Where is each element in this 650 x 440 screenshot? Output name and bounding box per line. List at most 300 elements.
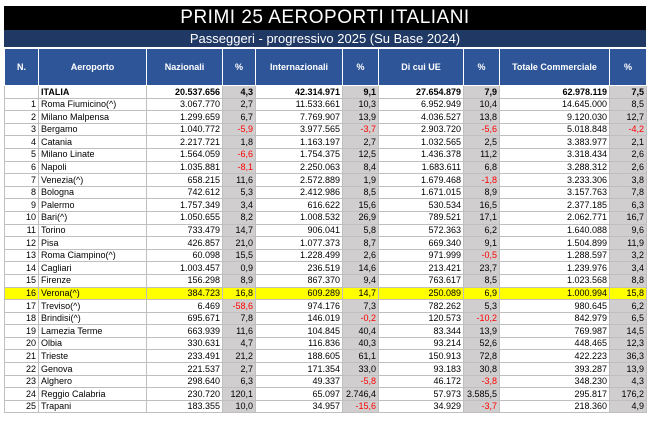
- table-row-total: [5, 86, 647, 99]
- cell-totale-commerciale: 1.000.994: [500, 287, 610, 300]
- cell-di-cui-ue: 83.344: [379, 325, 464, 338]
- cell-pct-ue: 5,3: [464, 300, 500, 313]
- cell-rank: 18: [5, 312, 39, 325]
- cell-di-cui-ue: 213.421: [379, 262, 464, 275]
- cell-pct-ue: 9,1: [464, 237, 500, 250]
- cell-totale-commerciale: 769.987: [500, 325, 610, 338]
- cell-airport-name: Genova: [39, 363, 147, 376]
- cell-totale-commerciale: 842.979: [500, 312, 610, 325]
- cell-di-cui-ue: 250.089: [379, 287, 464, 300]
- cell-totale-commerciale: 9.120.030: [500, 111, 610, 124]
- cell-internazionali: 906.041: [256, 224, 343, 237]
- table-row: [5, 237, 647, 250]
- cell-nazionali: 384.723: [147, 287, 223, 300]
- cell-rank: 19: [5, 325, 39, 338]
- page-subtitle: Passeggeri - progressivo 2025 (Su Base 2024): [4, 30, 646, 47]
- table-row: [5, 211, 647, 224]
- cell-pct-nazionali: 120,1: [223, 388, 256, 401]
- cell-pct-nazionali: 21,2: [223, 350, 256, 363]
- cell-rank: 2: [5, 111, 39, 124]
- header-n: N.: [5, 49, 39, 86]
- table-row: [5, 111, 647, 124]
- cell-pct-internazionali: 8,5: [343, 186, 379, 199]
- cell-airport-name: Lamezia Terme: [39, 325, 147, 338]
- cell-totale-commerciale: 1.640.088: [500, 224, 610, 237]
- cell-pct-internazionali: 7,3: [343, 300, 379, 313]
- cell-rank: 1: [5, 98, 39, 111]
- cell-pct-nazionali: -6,6: [223, 148, 256, 161]
- cell-pct-internazionali: 40,3: [343, 337, 379, 350]
- cell-pct-nazionali: 10,0: [223, 400, 256, 413]
- cell-pct-totale: 8,5: [610, 98, 647, 111]
- cell-airport-name: Venezia(^): [39, 174, 147, 187]
- cell-pct-internazionali: 2,6: [343, 249, 379, 262]
- cell-pct-internazionali: 40,4: [343, 325, 379, 338]
- cell-pct-nazionali: 4,7: [223, 337, 256, 350]
- cell-airport-name: Catania: [39, 136, 147, 149]
- table-header-row: [5, 49, 647, 86]
- cell-internazionali: 7.769.907: [256, 111, 343, 124]
- cell-internazionali: 236.519: [256, 262, 343, 275]
- table-row: [5, 262, 647, 275]
- cell-internazionali: 188.605: [256, 350, 343, 363]
- cell-totale-commerciale: 295.817: [500, 388, 610, 401]
- table-row: [5, 325, 647, 338]
- cell-internazionali: 2.412.986: [256, 186, 343, 199]
- cell-pct-internazionali: 9,1: [343, 86, 379, 99]
- cell-pct-internazionali: 33,0: [343, 363, 379, 376]
- cell-totale-commerciale: 1.023.568: [500, 274, 610, 287]
- cell-pct-nazionali: 2,7: [223, 98, 256, 111]
- header-pct-internazionali: %: [343, 49, 379, 86]
- cell-pct-ue: 6,2: [464, 224, 500, 237]
- cell-nazionali: 1.040.772: [147, 123, 223, 136]
- cell-nazionali: 221.537: [147, 363, 223, 376]
- cell-totale-commerciale: 14.645.000: [500, 98, 610, 111]
- cell-di-cui-ue: 572.363: [379, 224, 464, 237]
- cell-internazionali: 104.845: [256, 325, 343, 338]
- table-row: [5, 312, 647, 325]
- cell-nazionali: 1.050.655: [147, 211, 223, 224]
- table-row: [5, 388, 647, 401]
- cell-rank: 3: [5, 123, 39, 136]
- cell-pct-nazionali: 8,2: [223, 211, 256, 224]
- cell-rank: 7: [5, 174, 39, 187]
- cell-rank: [5, 86, 39, 99]
- cell-pct-totale: 7,8: [610, 186, 647, 199]
- cell-di-cui-ue: 789.521: [379, 211, 464, 224]
- table-row: [5, 174, 647, 187]
- cell-internazionali: 2.250.063: [256, 161, 343, 174]
- cell-nazionali: 60.098: [147, 249, 223, 262]
- table-row: [5, 274, 647, 287]
- cell-di-cui-ue: 1.683.611: [379, 161, 464, 174]
- cell-pct-nazionali: 2,7: [223, 363, 256, 376]
- cell-totale-commerciale: 3.383.977: [500, 136, 610, 149]
- cell-pct-totale: 3,4: [610, 262, 647, 275]
- cell-pct-internazionali: 26,9: [343, 211, 379, 224]
- header-aeroporto: Aeroporto: [39, 49, 147, 86]
- cell-pct-totale: 2,6: [610, 161, 647, 174]
- cell-di-cui-ue: 34.929: [379, 400, 464, 413]
- cell-pct-totale: -4,2: [610, 123, 647, 136]
- cell-internazionali: 2.572.889: [256, 174, 343, 187]
- header-pct-nazionali: %: [223, 49, 256, 86]
- cell-nazionali: 742.612: [147, 186, 223, 199]
- cell-nazionali: 156.298: [147, 274, 223, 287]
- table-row: [5, 224, 647, 237]
- cell-pct-internazionali: 12,5: [343, 148, 379, 161]
- cell-pct-ue: 13,8: [464, 111, 500, 124]
- cell-nazionali: 230.720: [147, 388, 223, 401]
- cell-pct-internazionali: 13,9: [343, 111, 379, 124]
- cell-pct-nazionali: 7,8: [223, 312, 256, 325]
- header-internazionali: Internazionali: [256, 49, 343, 86]
- cell-internazionali: 116.836: [256, 337, 343, 350]
- cell-pct-totale: 14,5: [610, 325, 647, 338]
- cell-pct-totale: 7,5: [610, 86, 647, 99]
- cell-nazionali: 298.640: [147, 375, 223, 388]
- cell-pct-nazionali: 5,3: [223, 186, 256, 199]
- cell-pct-ue: -3,7: [464, 400, 500, 413]
- header-pct-ue: %: [464, 49, 500, 86]
- cell-airport-name: ITALIA: [39, 86, 147, 99]
- cell-nazionali: 1.299.659: [147, 111, 223, 124]
- cell-pct-totale: 2,1: [610, 136, 647, 149]
- cell-nazionali: 20.537.656: [147, 86, 223, 99]
- cell-di-cui-ue: 971.999: [379, 249, 464, 262]
- cell-pct-internazionali: -15,6: [343, 400, 379, 413]
- cell-pct-internazionali: 5,8: [343, 224, 379, 237]
- table-row: [5, 400, 647, 413]
- cell-pct-totale: 12,7: [610, 111, 647, 124]
- cell-di-cui-ue: 1.436.378: [379, 148, 464, 161]
- cell-airport-name: Torino: [39, 224, 147, 237]
- cell-pct-totale: 3,8: [610, 174, 647, 187]
- cell-pct-ue: 6,9: [464, 287, 500, 300]
- cell-rank: 21: [5, 350, 39, 363]
- table-row: [5, 161, 647, 174]
- cell-pct-ue: 11,2: [464, 148, 500, 161]
- cell-internazionali: 867.370: [256, 274, 343, 287]
- cell-di-cui-ue: 669.340: [379, 237, 464, 250]
- cell-internazionali: 171.354: [256, 363, 343, 376]
- cell-nazionali: 233.491: [147, 350, 223, 363]
- cell-pct-ue: 2,5: [464, 136, 500, 149]
- cell-totale-commerciale: 1.288.597: [500, 249, 610, 262]
- cell-pct-nazionali: -5,9: [223, 123, 256, 136]
- cell-di-cui-ue: 46.172: [379, 375, 464, 388]
- cell-internazionali: 974.176: [256, 300, 343, 313]
- cell-airport-name: Treviso(^): [39, 300, 147, 313]
- cell-nazionali: 733.479: [147, 224, 223, 237]
- cell-rank: 14: [5, 262, 39, 275]
- cell-pct-internazionali: 2,7: [343, 136, 379, 149]
- cell-pct-ue: 52,6: [464, 337, 500, 350]
- cell-di-cui-ue: 120.573: [379, 312, 464, 325]
- cell-di-cui-ue: 27.654.879: [379, 86, 464, 99]
- cell-internazionali: 1.008.532: [256, 211, 343, 224]
- cell-totale-commerciale: 2.062.771: [500, 211, 610, 224]
- cell-pct-internazionali: 10,3: [343, 98, 379, 111]
- table-row: [5, 375, 647, 388]
- cell-airport-name: Bari(^): [39, 211, 147, 224]
- cell-pct-totale: 6,2: [610, 300, 647, 313]
- cell-rank: 10: [5, 211, 39, 224]
- cell-totale-commerciale: 62.978.119: [500, 86, 610, 99]
- cell-rank: 25: [5, 400, 39, 413]
- cell-pct-ue: 72,8: [464, 350, 500, 363]
- cell-totale-commerciale: 3.233.306: [500, 174, 610, 187]
- cell-airport-name: Roma Ciampino(^): [39, 249, 147, 262]
- cell-airport-name: Olbia: [39, 337, 147, 350]
- cell-pct-ue: 13,9: [464, 325, 500, 338]
- cell-totale-commerciale: 3.318.434: [500, 148, 610, 161]
- cell-pct-internazionali: 14,7: [343, 287, 379, 300]
- table-row: [5, 199, 647, 212]
- cell-pct-totale: 3,2: [610, 249, 647, 262]
- cell-internazionali: 49.337: [256, 375, 343, 388]
- cell-di-cui-ue: 150.913: [379, 350, 464, 363]
- cell-pct-nazionali: 6,7: [223, 111, 256, 124]
- cell-rank: 16: [5, 287, 39, 300]
- cell-totale-commerciale: 393.287: [500, 363, 610, 376]
- cell-pct-ue: -5,6: [464, 123, 500, 136]
- cell-airport-name: Napoli: [39, 161, 147, 174]
- cell-pct-nazionali: 16,8: [223, 287, 256, 300]
- header-nazionali: Nazionali: [147, 49, 223, 86]
- cell-rank: 8: [5, 186, 39, 199]
- cell-nazionali: 3.067.770: [147, 98, 223, 111]
- cell-pct-nazionali: 6,3: [223, 375, 256, 388]
- cell-rank: 4: [5, 136, 39, 149]
- cell-nazionali: 1.003.457: [147, 262, 223, 275]
- cell-pct-internazionali: 61,1: [343, 350, 379, 363]
- cell-rank: 20: [5, 337, 39, 350]
- table-row: [5, 350, 647, 363]
- cell-pct-ue: 7,9: [464, 86, 500, 99]
- cell-di-cui-ue: 530.534: [379, 199, 464, 212]
- cell-pct-totale: 4,9: [610, 400, 647, 413]
- cell-pct-ue: -10,2: [464, 312, 500, 325]
- cell-internazionali: 1.228.499: [256, 249, 343, 262]
- cell-rank: 17: [5, 300, 39, 313]
- cell-airport-name: Firenze: [39, 274, 147, 287]
- cell-totale-commerciale: 1.239.976: [500, 262, 610, 275]
- cell-totale-commerciale: 1.504.899: [500, 237, 610, 250]
- cell-airport-name: Trapani: [39, 400, 147, 413]
- cell-pct-totale: 4,3: [610, 375, 647, 388]
- cell-totale-commerciale: 218.360: [500, 400, 610, 413]
- cell-airport-name: Milano Malpensa: [39, 111, 147, 124]
- cell-nazionali: 1.035.881: [147, 161, 223, 174]
- cell-pct-totale: 6,3: [610, 199, 647, 212]
- cell-pct-nazionali: 11,6: [223, 174, 256, 187]
- cell-internazionali: 616.622: [256, 199, 343, 212]
- cell-pct-internazionali: -5,8: [343, 375, 379, 388]
- cell-pct-internazionali: 9,4: [343, 274, 379, 287]
- cell-rank: 13: [5, 249, 39, 262]
- cell-airport-name: Brindisi(^): [39, 312, 147, 325]
- cell-pct-ue: 16,5: [464, 199, 500, 212]
- cell-pct-nazionali: 0,9: [223, 262, 256, 275]
- cell-nazionali: 6.469: [147, 300, 223, 313]
- cell-pct-ue: 8,5: [464, 274, 500, 287]
- cell-airport-name: Cagliari: [39, 262, 147, 275]
- cell-pct-internazionali: -0,2: [343, 312, 379, 325]
- cell-pct-nazionali: 3,4: [223, 199, 256, 212]
- header-di-cui-ue: Di cui UE: [379, 49, 464, 86]
- cell-di-cui-ue: 93.214: [379, 337, 464, 350]
- cell-pct-nazionali: 1,8: [223, 136, 256, 149]
- cell-nazionali: 1.757.349: [147, 199, 223, 212]
- cell-internazionali: 3.977.565: [256, 123, 343, 136]
- cell-pct-nazionali: 8,9: [223, 274, 256, 287]
- cell-pct-ue: 30,8: [464, 363, 500, 376]
- cell-pct-totale: 15,8: [610, 287, 647, 300]
- cell-totale-commerciale: 3.157.763: [500, 186, 610, 199]
- table-row: [5, 337, 647, 350]
- cell-di-cui-ue: 1.679.468: [379, 174, 464, 187]
- cell-pct-nazionali: 11,6: [223, 325, 256, 338]
- cell-pct-nazionali: 4,3: [223, 86, 256, 99]
- cell-airport-name: Pisa: [39, 237, 147, 250]
- cell-airport-name: Reggio Calabria: [39, 388, 147, 401]
- cell-pct-nazionali: 14,7: [223, 224, 256, 237]
- cell-pct-nazionali: 21,0: [223, 237, 256, 250]
- header-totale-commerciale: Totale Commerciale: [500, 49, 610, 86]
- cell-nazionali: 183.355: [147, 400, 223, 413]
- cell-pct-totale: 8,8: [610, 274, 647, 287]
- cell-pct-totale: 9,6: [610, 224, 647, 237]
- cell-di-cui-ue: 782.262: [379, 300, 464, 313]
- table-row: [5, 300, 647, 313]
- cell-di-cui-ue: 763.617: [379, 274, 464, 287]
- cell-nazionali: 426.857: [147, 237, 223, 250]
- cell-pct-internazionali: 14,6: [343, 262, 379, 275]
- table-row: [5, 287, 647, 300]
- cell-airport-name: Trieste: [39, 350, 147, 363]
- cell-nazionali: 1.564.059: [147, 148, 223, 161]
- cell-pct-ue: 3.585,5: [464, 388, 500, 401]
- cell-pct-internazionali: 2.746,4: [343, 388, 379, 401]
- table-row: [5, 363, 647, 376]
- cell-rank: 11: [5, 224, 39, 237]
- cell-nazionali: 2.217.721: [147, 136, 223, 149]
- cell-pct-ue: 17,1: [464, 211, 500, 224]
- cell-pct-ue: 10,4: [464, 98, 500, 111]
- cell-di-cui-ue: 2.903.720: [379, 123, 464, 136]
- cell-pct-nazionali: 15,5: [223, 249, 256, 262]
- cell-nazionali: 658.215: [147, 174, 223, 187]
- cell-pct-totale: 12,3: [610, 337, 647, 350]
- page-title: PRIMI 25 AEROPORTI ITALIANI: [4, 6, 646, 30]
- cell-rank: 24: [5, 388, 39, 401]
- cell-pct-internazionali: 8,4: [343, 161, 379, 174]
- table-row: [5, 123, 647, 136]
- cell-nazionali: 695.671: [147, 312, 223, 325]
- cell-totale-commerciale: 348.230: [500, 375, 610, 388]
- cell-pct-ue: -0,5: [464, 249, 500, 262]
- cell-rank: 15: [5, 274, 39, 287]
- cell-airport-name: Roma Fiumicino(^): [39, 98, 147, 111]
- cell-airport-name: Bologna: [39, 186, 147, 199]
- cell-pct-ue: 23,7: [464, 262, 500, 275]
- cell-airport-name: Palermo: [39, 199, 147, 212]
- cell-rank: 9: [5, 199, 39, 212]
- cell-di-cui-ue: 4.036.527: [379, 111, 464, 124]
- table-body: [5, 86, 647, 413]
- cell-rank: 12: [5, 237, 39, 250]
- cell-pct-totale: 16,7: [610, 211, 647, 224]
- cell-pct-internazionali: -3,7: [343, 123, 379, 136]
- cell-airport-name: Bergamo: [39, 123, 147, 136]
- cell-internazionali: 11.533.661: [256, 98, 343, 111]
- cell-internazionali: 65.097: [256, 388, 343, 401]
- cell-totale-commerciale: 3.288.312: [500, 161, 610, 174]
- airports-table: [4, 48, 647, 413]
- cell-pct-ue: 8,9: [464, 186, 500, 199]
- cell-rank: 6: [5, 161, 39, 174]
- cell-pct-totale: 13,9: [610, 363, 647, 376]
- cell-rank: 23: [5, 375, 39, 388]
- cell-totale-commerciale: 5.018.848: [500, 123, 610, 136]
- cell-pct-totale: 2,6: [610, 148, 647, 161]
- cell-airport-name: Milano Linate: [39, 148, 147, 161]
- cell-pct-internazionali: 8,7: [343, 237, 379, 250]
- cell-pct-internazionali: 15,6: [343, 199, 379, 212]
- table-row: [5, 148, 647, 161]
- cell-totale-commerciale: 2.377.185: [500, 199, 610, 212]
- table-row: [5, 186, 647, 199]
- cell-di-cui-ue: 1.032.565: [379, 136, 464, 149]
- table-row: [5, 136, 647, 149]
- cell-di-cui-ue: 6.952.949: [379, 98, 464, 111]
- table-row: [5, 249, 647, 262]
- cell-pct-totale: 176,2: [610, 388, 647, 401]
- cell-pct-nazionali: -8,1: [223, 161, 256, 174]
- cell-pct-nazionali: -58,6: [223, 300, 256, 313]
- cell-nazionali: 663.939: [147, 325, 223, 338]
- cell-nazionali: 330.631: [147, 337, 223, 350]
- cell-totale-commerciale: 422.223: [500, 350, 610, 363]
- cell-rank: 22: [5, 363, 39, 376]
- cell-airport-name: Alghero: [39, 375, 147, 388]
- cell-internazionali: 42.314.971: [256, 86, 343, 99]
- cell-totale-commerciale: 980.645: [500, 300, 610, 313]
- cell-pct-totale: 6,5: [610, 312, 647, 325]
- cell-totale-commerciale: 448.465: [500, 337, 610, 350]
- cell-internazionali: 34.957: [256, 400, 343, 413]
- cell-pct-internazionali: 1,9: [343, 174, 379, 187]
- cell-di-cui-ue: 1.671.015: [379, 186, 464, 199]
- cell-pct-totale: 36,3: [610, 350, 647, 363]
- table-row: [5, 98, 647, 111]
- cell-internazionali: 1.754.375: [256, 148, 343, 161]
- header-pct-totale: %: [610, 49, 647, 86]
- cell-di-cui-ue: 57.973: [379, 388, 464, 401]
- cell-airport-name: Verona(^): [39, 287, 147, 300]
- cell-pct-totale: 11,9: [610, 237, 647, 250]
- cell-di-cui-ue: 93.183: [379, 363, 464, 376]
- cell-pct-ue: 6,8: [464, 161, 500, 174]
- cell-pct-ue: -3,8: [464, 375, 500, 388]
- cell-internazionali: 609.289: [256, 287, 343, 300]
- cell-internazionali: 1.163.197: [256, 136, 343, 149]
- cell-pct-ue: -1,8: [464, 174, 500, 187]
- cell-rank: 5: [5, 148, 39, 161]
- cell-internazionali: 1.077.373: [256, 237, 343, 250]
